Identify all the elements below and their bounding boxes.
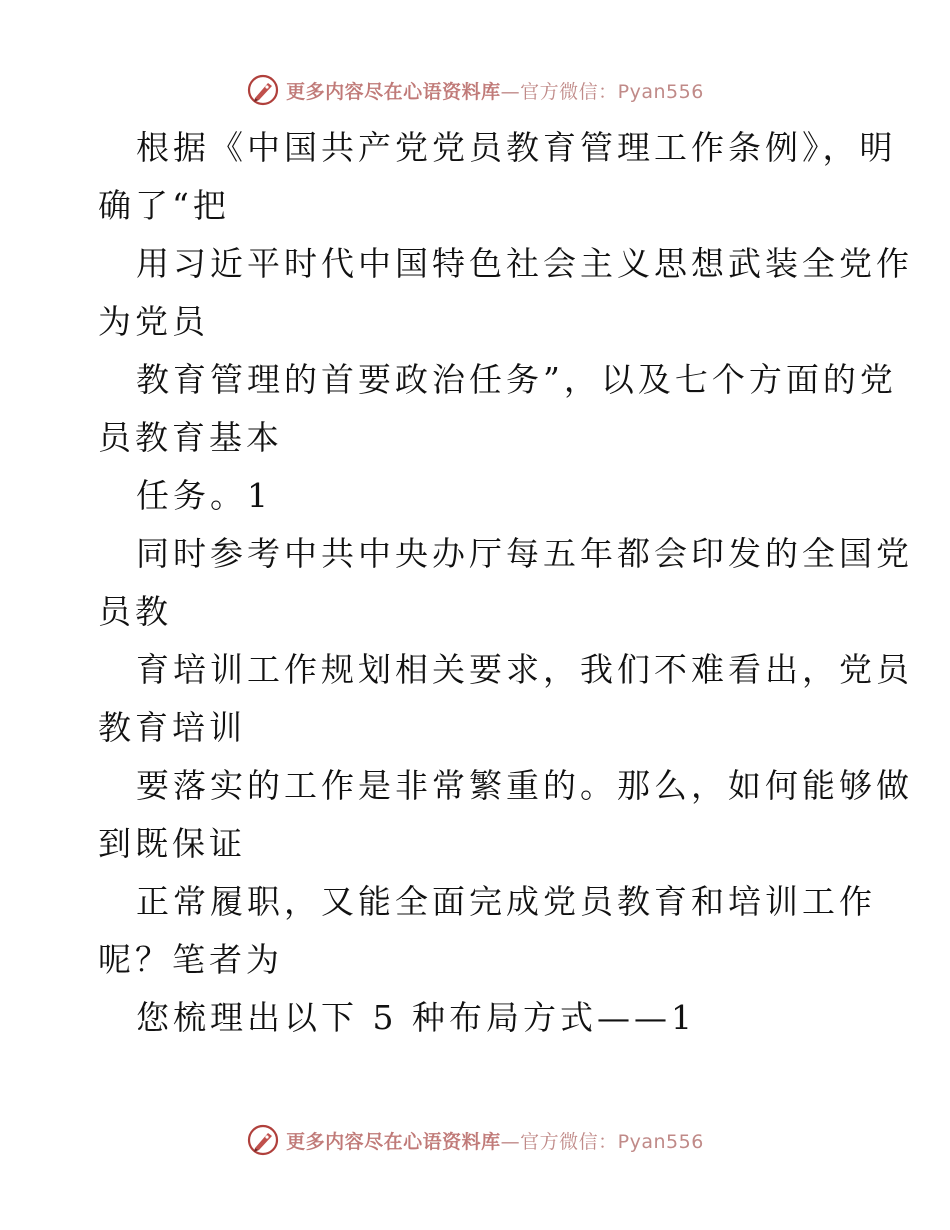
footer-separator: — [500,1130,521,1153]
paragraph-line: 任务。1 [136,476,272,515]
paragraph-line: 根据《中国共产党党员教育管理工作条例》，明 [136,128,897,167]
paragraph-line: 同时参考中共中央办厅每五年都会印发的全国党 [136,534,913,573]
paragraph-line: 确了“把 [98,186,230,225]
header-main-text: 更多内容尽在心语资料库 [286,80,501,103]
paragraph-line: 呢？笔者为 [98,940,283,979]
paragraph-line: 您梳理出以下 5 种布局方式——1 [136,998,696,1037]
paragraph-line: 正常履职，又能全面完成党员教育和培训工作 [136,882,876,921]
paragraph-line: 员教育基本 [98,418,283,457]
paragraph-line: 员教 [98,592,172,631]
header-text [286,77,704,104]
header-banner [0,70,950,110]
footer-wechat-text: 官方微信：Pyan556 [520,1130,704,1153]
footer-text [286,1127,704,1154]
header-separator: — [500,80,521,103]
header-wechat-text: 官方微信：Pyan556 [520,80,704,103]
paragraph-line: 用习近平时代中国特色社会主义思想武装全党作 [136,244,913,283]
paragraph-line: 育培训工作规划相关要求，我们不难看出，党员 [136,650,913,689]
paragraph-line: 到既保证 [98,824,246,863]
paragraph-line: 为党员 [98,302,209,341]
footer-banner [0,1120,950,1160]
pen-nib-logo-icon [246,73,280,107]
paragraph-line: 教育培训 [98,708,246,747]
pen-nib-logo-icon [246,1123,280,1157]
paragraph-line: 教育管理的首要政治任务”，以及七个方面的党 [136,360,897,399]
footer-main-text: 更多内容尽在心语资料库 [286,1130,501,1153]
paragraph-line: 要落实的工作是非常繁重的。那么，如何能够做 [136,766,913,805]
